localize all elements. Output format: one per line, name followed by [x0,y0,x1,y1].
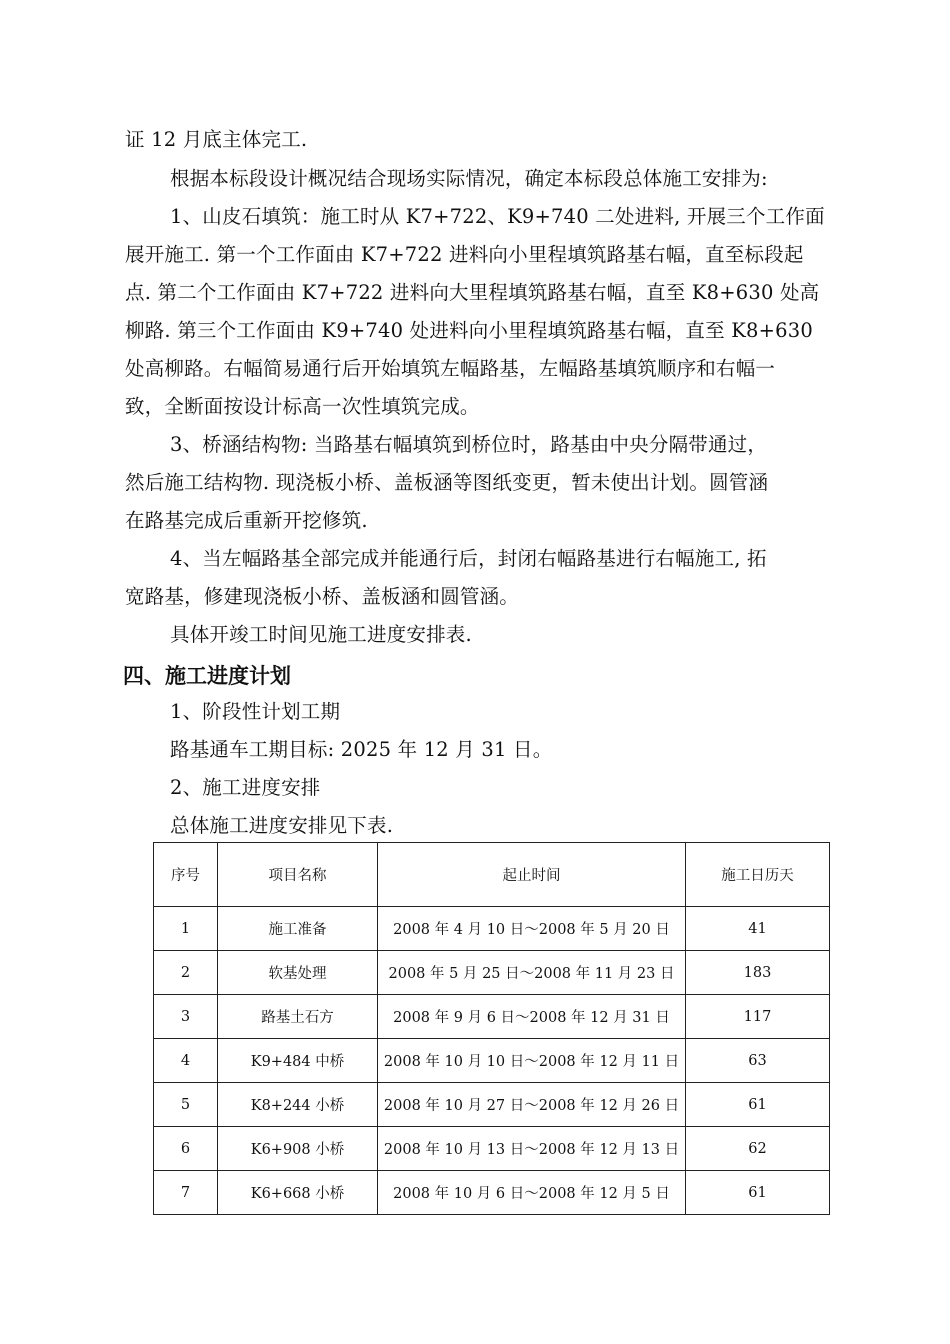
paragraph-line: 证 12 月底主体完工. [125,128,308,151]
cell-seq: 7 [154,1171,218,1215]
cell-item-name: K9+484 中桥 [218,1039,378,1083]
table-row [154,1171,830,1215]
paragraph-line: 具体开竣工时间见施工进度安排表. [170,623,472,646]
paragraph-line: 然后施工结构物. 现浇板小桥、盖板涵等图纸变更，暂未使出计划。圆管涵 [125,471,769,494]
cell-seq: 5 [154,1083,218,1127]
paragraph-line: 点. 第二个工作面由 K7+722 进料向大里程填筑路基右幅，直至 K8+630 处高 [125,281,820,304]
cell-seq: 2 [154,951,218,995]
paragraph-line: 柳路. 第三个工作面由 K9+740 处进料向小里程填筑路基右幅，直至 K8+630 [125,319,813,342]
section-line: 1、阶段性计划工期 [170,700,341,723]
cell-period: 2008 年 5 月 25 日～2008 年 11 月 23 日 [378,951,686,995]
cell-period: 2008 年 10 月 10 日～2008 年 12 月 11 日 [378,1039,686,1083]
paragraph-line: 根据本标段设计概况结合现场实际情况，确定本标段总体施工安排为: [170,167,768,190]
cell-item-name: K6+668 小桥 [218,1171,378,1215]
table-row [154,1083,830,1127]
paragraph-line: 处高柳路。右幅简易通行后开始填筑左幅路基，左幅路基填筑顺序和右幅一 [125,357,776,380]
table-row [154,951,830,995]
header-period: 起止时间 [378,843,686,907]
cell-item-name: 软基处理 [218,951,378,995]
section-line: 路基通车工期目标: 2025 年 12 月 31 日。 [170,738,553,761]
paragraph-line: 致，全断面按设计标高一次性填筑完成。 [125,395,480,418]
cell-seq: 3 [154,995,218,1039]
cell-item-name: K6+908 小桥 [218,1127,378,1171]
cell-period: 2008 年 4 月 10 日～2008 年 5 月 20 日 [378,907,686,951]
cell-item-name: K8+244 小桥 [218,1083,378,1127]
cell-item-name: 路基土石方 [218,995,378,1039]
cell-seq: 1 [154,907,218,951]
table-row [154,1039,830,1083]
section-line: 2、施工进度安排 [170,776,321,799]
section-heading: 四、施工进度计划 [123,664,291,688]
cell-period: 2008 年 10 月 13 日～2008 年 12 月 13 日 [378,1127,686,1171]
cell-days: 61 [686,1083,830,1127]
paragraph-line: 1、山皮石填筑：施工时从 K7+722、K9+740 二处进料, 开展三个工作面 [170,205,825,228]
cell-days: 62 [686,1127,830,1171]
paragraph-line: 在路基完成后重新开挖修筑. [125,509,368,532]
cell-period: 2008 年 9 月 6 日～2008 年 12 月 31 日 [378,995,686,1039]
paragraph-line: 3、桥涵结构物: 当路基右幅填筑到桥位时，路基由中央分隔带通过， [170,433,768,456]
table-row [154,995,830,1039]
table-row [154,907,830,951]
paragraph-line: 宽路基，修建现浇板小桥、盖板涵和圆管涵。 [125,585,520,608]
schedule-table [153,842,830,1215]
header-item-name: 项目名称 [218,843,378,907]
cell-item-name: 施工准备 [218,907,378,951]
header-calendar-days: 施工日历天 [686,843,830,907]
paragraph-line: 4、当左幅路基全部完成并能通行后，封闭右幅路基进行右幅施工, 拓 [170,547,767,570]
cell-days: 41 [686,907,830,951]
table-header-row [154,843,830,907]
table-row [154,1127,830,1171]
section-line: 总体施工进度安排见下表. [170,814,394,837]
cell-days: 61 [686,1171,830,1215]
cell-days: 183 [686,951,830,995]
cell-days: 63 [686,1039,830,1083]
header-seq: 序号 [154,843,218,907]
paragraph-line: 展开施工. 第一个工作面由 K7+722 进料向小里程填筑路基右幅，直至标段起 [125,243,804,266]
cell-period: 2008 年 10 月 6 日～2008 年 12 月 5 日 [378,1171,686,1215]
cell-seq: 6 [154,1127,218,1171]
cell-days: 117 [686,995,830,1039]
cell-seq: 4 [154,1039,218,1083]
cell-period: 2008 年 10 月 27 日～2008 年 12 月 26 日 [378,1083,686,1127]
